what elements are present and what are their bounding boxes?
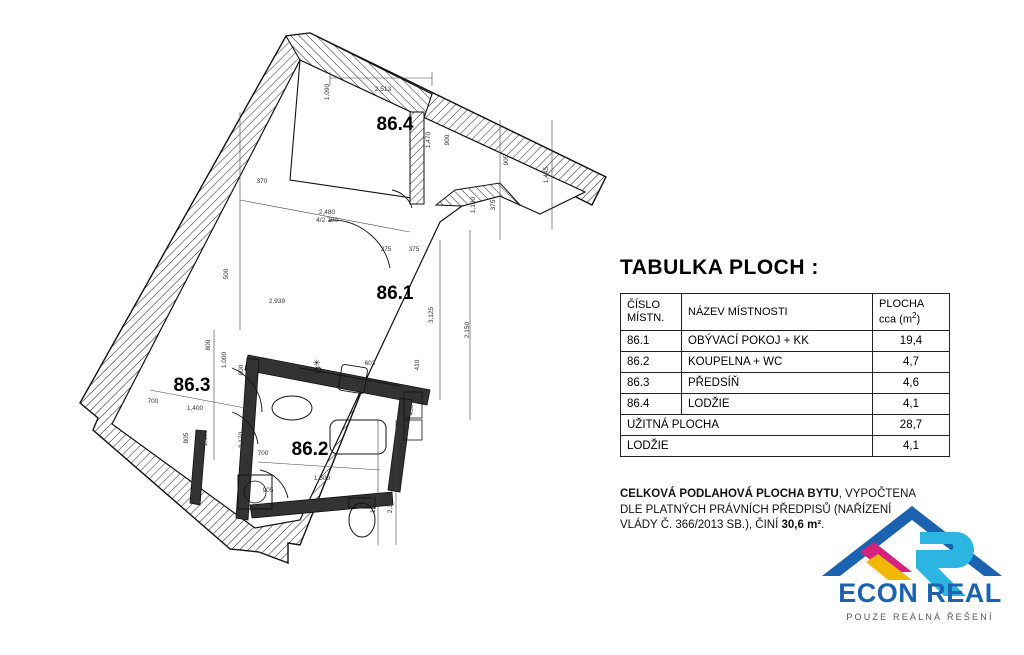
dimension-text: 1,390 xyxy=(370,496,377,514)
dimension-text: 375 xyxy=(380,246,392,253)
header-room-area xyxy=(873,294,950,331)
table-header-row xyxy=(621,294,950,331)
header-room-number-line2: MÍSTN. xyxy=(627,311,665,324)
header-area-line2: cca (m xyxy=(879,313,912,326)
table-row xyxy=(621,372,950,393)
row-name: PŘEDSÍŇ xyxy=(682,372,873,393)
header-room-number-line1: ČÍSLO xyxy=(627,299,661,312)
dimension-text: 1,400 xyxy=(186,405,204,412)
row-number: 86.2 xyxy=(621,351,682,372)
dimension-text: 2,150 xyxy=(464,321,471,339)
plan-walls xyxy=(80,33,606,563)
header-area-unit-sup: 2 xyxy=(912,310,917,320)
dimension-text: 1,470 xyxy=(425,131,432,149)
dimension-text: 700 xyxy=(257,450,269,457)
dimension-text: 805 xyxy=(183,432,190,444)
table-title: TABULKA PLOCH : xyxy=(620,256,819,279)
dimension-text: 1,000 xyxy=(221,351,228,369)
dimension-text: 1,445 xyxy=(543,166,550,184)
summary-label: LODŽIE xyxy=(621,435,873,456)
dimension-text: 375 xyxy=(408,246,420,253)
dimension-text: 700 xyxy=(147,398,159,405)
note-line3-prefix: VLÁDY Č. 366/2013 SB.), ČINÍ xyxy=(620,519,782,532)
logo-wordmark: ECON REAL xyxy=(838,578,1002,608)
header-room-number xyxy=(621,294,682,331)
dimension-text: 2,939 xyxy=(268,298,286,305)
dimension-text: 905 xyxy=(262,487,274,494)
area-table-body xyxy=(621,330,950,456)
row-name: OBÝVACÍ POKOJ + KK xyxy=(682,330,873,351)
room-label-862: 86.2 xyxy=(291,439,329,460)
note-line1-rest: , VYPOČTENA xyxy=(838,488,917,500)
dimension-text: 2,170 xyxy=(238,431,245,449)
area-table xyxy=(620,293,950,457)
room-label-863: 86.3 xyxy=(173,375,211,396)
dimension-text: 3,125 xyxy=(428,306,435,324)
dimension-text: 800 xyxy=(238,364,245,376)
note-line3-suffix: . xyxy=(821,519,825,532)
dimension-text: 1,508 xyxy=(313,475,331,482)
area-table-head xyxy=(621,294,950,331)
dimension-text: 1,090 xyxy=(324,83,331,101)
dimension-text: 1,100 xyxy=(202,429,209,447)
dimension-text: 430 xyxy=(408,404,415,416)
dimension-text: 603 xyxy=(364,360,376,367)
summary-area: 4,1 xyxy=(873,435,950,456)
info-panel xyxy=(620,0,1024,655)
row-number: 86.3 xyxy=(621,372,682,393)
note-line3-bold: 30,6 m² xyxy=(781,519,822,532)
dimension-text: 905 xyxy=(503,154,510,166)
room-label-861: 86.1 xyxy=(376,283,414,304)
row-name: KOUPELNA + WC xyxy=(682,351,873,372)
dimension-text: 800 xyxy=(205,339,212,351)
dimension-text: 2,310 xyxy=(387,496,394,514)
header-room-name: NÁZEV MÍSTNOSTI xyxy=(682,294,873,331)
note-bold-lead: CELKOVÁ PODLAHOVÁ PLOCHA BYTU xyxy=(620,488,839,500)
row-area: 4,1 xyxy=(873,393,950,414)
summary-area: 28,7 xyxy=(873,414,950,435)
logo-tagline: POUZE REÁLNÁ ŘEŠENÍ xyxy=(846,612,994,622)
dimension-text: 1,100 xyxy=(470,196,477,214)
table-row xyxy=(621,351,950,372)
room-label-864: 86.4 xyxy=(376,114,414,135)
header-area-line1: PLOCHA xyxy=(879,298,925,310)
dimension-text: 500 xyxy=(223,268,230,280)
dimension-text: 2,513 xyxy=(374,86,392,93)
summary-label: UŽITNÁ PLOCHA xyxy=(621,414,873,435)
dimension-text: 370 xyxy=(256,178,268,185)
row-name: LODŽIE xyxy=(682,393,873,414)
table-row xyxy=(621,393,950,414)
row-area: 4,7 xyxy=(873,351,950,372)
dimension-text: 2,480 xyxy=(318,209,336,216)
row-number: 86.1 xyxy=(621,330,682,351)
dimension-text: 900 xyxy=(444,134,451,146)
note-line2: DLE PLATNÝCH PRÁVNÍCH PŘEDPISŮ (NAŘÍZENÍ xyxy=(620,503,892,516)
dimension-text: 410 xyxy=(414,359,421,371)
header-area-line2-end: ) xyxy=(916,313,921,326)
row-number: 86.4 xyxy=(621,393,682,414)
row-area: 4,6 xyxy=(873,372,950,393)
summary-row-loggia xyxy=(621,435,950,456)
row-area: 19,4 xyxy=(873,330,950,351)
summary-row-usable-area xyxy=(621,414,950,435)
svg-text:✳: ✳ xyxy=(313,358,321,368)
dimension-text: 375 xyxy=(490,199,497,211)
dimension-text: 4/2 700 xyxy=(316,217,338,224)
table-row xyxy=(621,330,950,351)
